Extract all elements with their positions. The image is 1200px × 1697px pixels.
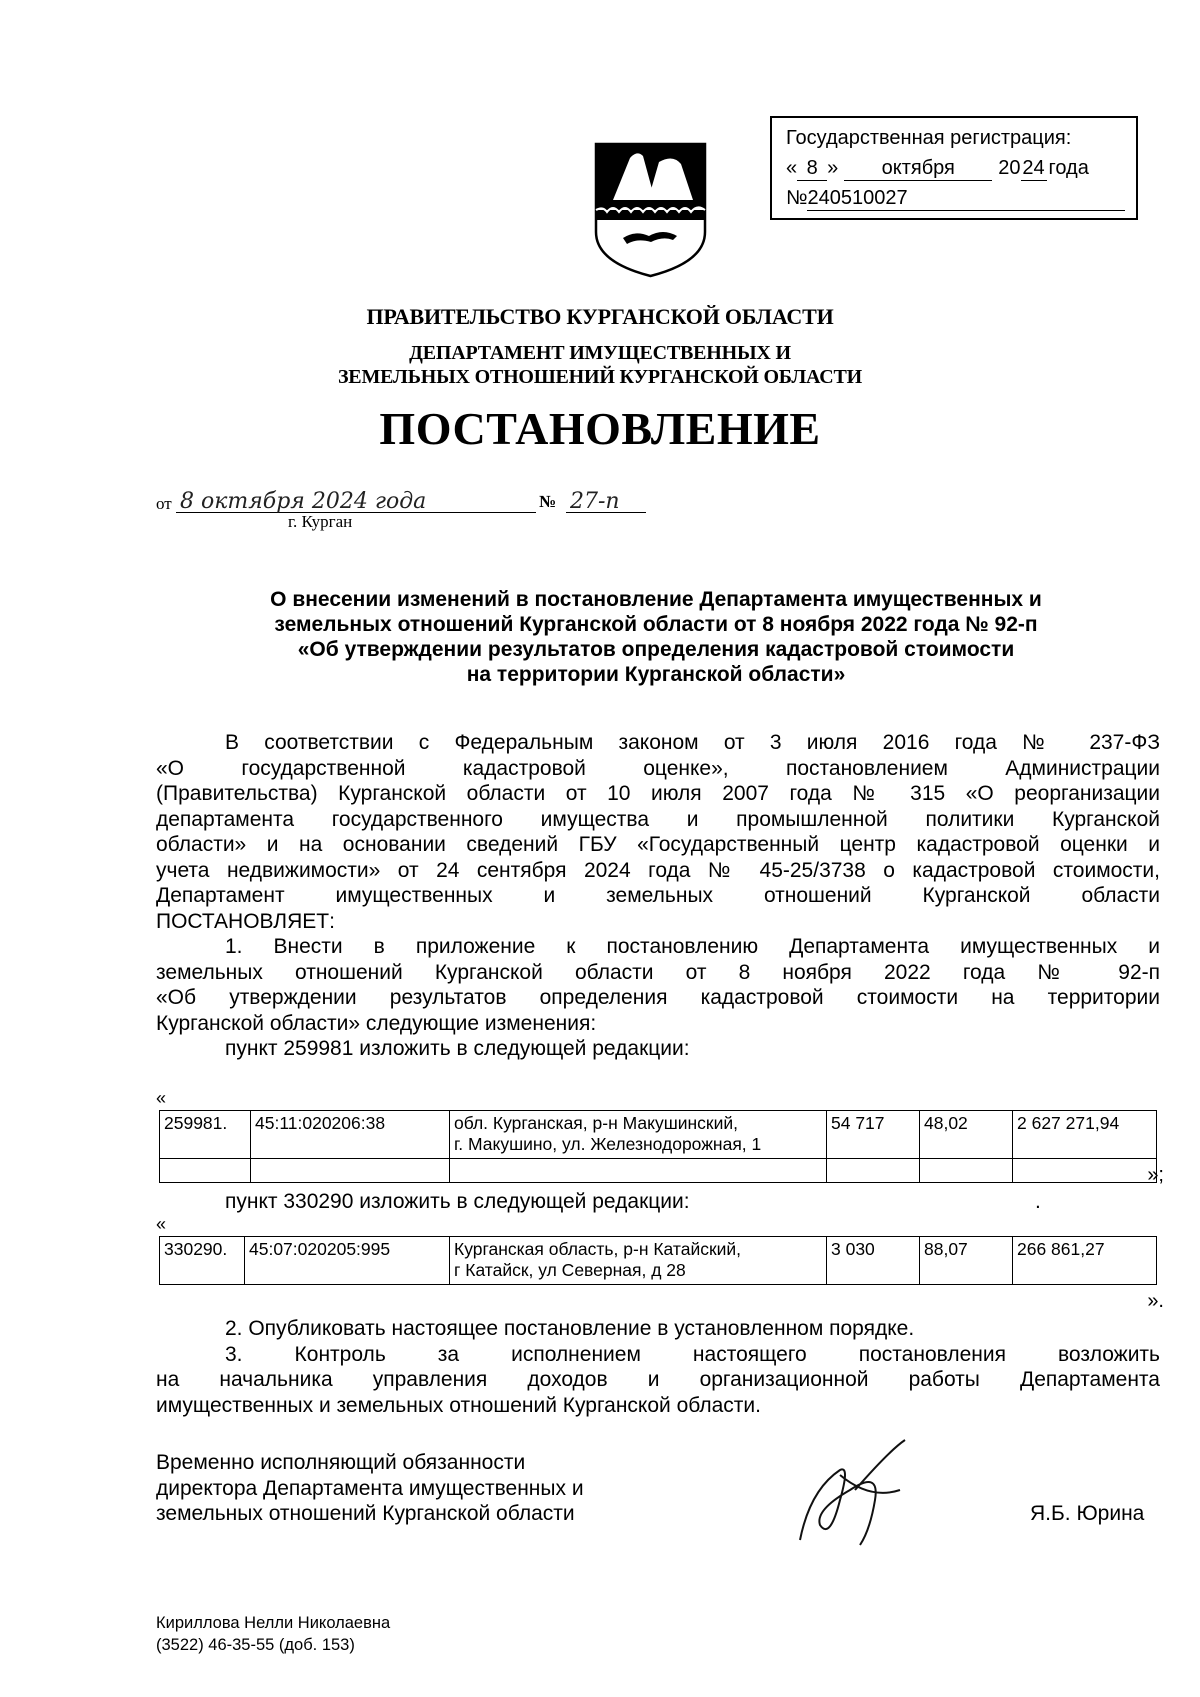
table-row: [160, 1111, 1157, 1159]
table-cell-point: 259981.: [160, 1111, 251, 1159]
registration-year-prefix: 20: [998, 157, 1021, 179]
item3-line: на начальника управления доходов и организационной работы Департамента: [156, 1368, 1160, 1391]
department-heading-line1: ДЕПАРТАМЕНТ ИМУЩЕСТВЕННЫХ И: [409, 342, 791, 364]
item1-line: «Об утверждении результатов определения кадастровой стоимости на территории: [156, 986, 1160, 1009]
position-line: земельных отношений Курганской области: [156, 1502, 575, 1525]
subject-line: земельных отношений Курганской области от 8 ноября 2022 года № 92-п: [274, 613, 1038, 636]
number-label: №: [539, 492, 557, 511]
table-cell-value: 266 861,27: [1013, 1237, 1157, 1285]
document-subject: [156, 587, 1156, 687]
document-body-end: [156, 1316, 1160, 1418]
signatory-name: Я.Б. Юрина: [1030, 1502, 1145, 1525]
registration-date: [786, 153, 1126, 183]
close-quote: »;: [1147, 1164, 1164, 1186]
svg-text:8 октября 2024 года: 8 октября 2024 года: [180, 489, 427, 514]
item2-line: 2. Опубликовать настоящее постановление в установленном порядке.: [225, 1317, 915, 1340]
registration-year-suffix: 24: [1022, 157, 1045, 179]
subject-line: «Об утверждении результатов определения кадастровой стоимости: [297, 638, 1015, 661]
point2-intro: пункт 330290 изложить в следующей редакции:: [225, 1190, 690, 1213]
subject-line: О внесении изменений в постановление Департамента имущественных и: [270, 588, 1042, 611]
address-line: г Катайск, ул Северная, д 28: [454, 1260, 686, 1280]
preamble-line: Департамент имущественных и земельных отношений Курганской области: [156, 884, 1160, 907]
table-cell-area: 54 717: [827, 1111, 920, 1159]
city-label: г. Курган: [288, 512, 353, 531]
table-cell-rate: 48,02: [920, 1111, 1013, 1159]
registration-number: 240510027: [807, 186, 1125, 211]
signatory-position: [156, 1450, 584, 1527]
table-cell-cadastral-number: 45:07:020205:995: [245, 1237, 450, 1285]
registration-day-prefix: «: [786, 157, 798, 179]
address-line: Курганская область, р-н Катайский,: [454, 1239, 742, 1259]
item1-line: 1. Внести в приложение к постановлению Департамента имущественных и: [225, 935, 1160, 958]
registration-month: октября: [844, 156, 992, 181]
registration-year-word: года: [1048, 157, 1089, 179]
government-heading: ПРАВИТЕЛЬСТВО КУРГАНСКОЙ ОБЛАСТИ: [366, 304, 834, 329]
address-line: г. Макушино, ул. Железнодорожная, 1: [454, 1134, 762, 1154]
table-cell-area: 3 030: [827, 1237, 920, 1285]
item1-line: земельных отношений Курганской области от 8 ноября 2022 года № 92-п: [156, 960, 1160, 984]
table-cell-address: [450, 1111, 827, 1159]
item3-line: имущественных и земельных отношений Курганской области.: [156, 1393, 761, 1417]
table-cell-rate: 88,07: [920, 1237, 1013, 1285]
preamble-line: области» и на основании сведений ГБУ «Государственный центр кадастровой оценки и: [156, 833, 1160, 856]
coat-of-arms-emblem: [593, 140, 708, 278]
item3-line: 3. Контроль за исполнением настоящего постановления возложить: [225, 1342, 1160, 1366]
cadastral-table-2: [159, 1236, 1157, 1285]
document-body: [156, 730, 1160, 1062]
date-from-label: от: [156, 494, 172, 513]
cadastral-table-1: [159, 1110, 1157, 1183]
registration-day: 8: [797, 156, 827, 181]
table-cell-value: 2 627 271,94: [1013, 1111, 1157, 1159]
position-line: директора Департамента имущественных и: [156, 1476, 584, 1500]
executor-name: Кириллова Нелли Николаевна: [156, 1614, 391, 1632]
point1-intro: пункт 259981 изложить в следующей редакции:: [225, 1037, 690, 1060]
handwritten-number: [570, 482, 650, 518]
department-heading-line2: ЗЕМЕЛЬНЫХ ОТНОШЕНИЙ КУРГАНСКОЙ ОБЛАСТИ: [337, 366, 863, 388]
preamble-line: В соответствии с Федеральным законом от 3 июля 2016 года № 237-ФЗ: [225, 731, 1160, 754]
table-cell-cadastral-number: 45:11:020206:38: [251, 1111, 450, 1159]
svg-text:27-п: 27-п: [570, 489, 620, 514]
registration-title: Государственная регистрация:: [786, 127, 1072, 149]
handwritten-signature: [780, 1430, 920, 1560]
executor-phone: (3522) 46-35-55 (доб. 153): [156, 1636, 355, 1654]
table-cell-point: 330290.: [160, 1237, 245, 1285]
registration-stamp: [770, 116, 1138, 220]
preamble-line: «О государственной кадастровой оценке», постановлением Администрации: [156, 756, 1160, 780]
registration-number-label: №: [786, 187, 808, 209]
subject-line: на территории Курганской области»: [466, 663, 846, 686]
position-line: Временно исполняющий обязанности: [156, 1451, 526, 1474]
table-row-empty: [160, 1159, 1157, 1183]
point2-trailing-dot: .: [1035, 1190, 1041, 1213]
preamble-line: (Правительства) Курганской области от 10 июля 2007 года № 315 «О реорганизации: [156, 782, 1160, 805]
address-line: обл. Курганская, р-н Макушинский,: [454, 1113, 738, 1133]
preamble-line: департамента государственного имущества и промышленной политики Курганской: [156, 807, 1160, 831]
preamble-line: ПОСТАНОВЛЯЕТ:: [156, 909, 335, 933]
preamble-line: учета недвижимости» от 24 сентября 2024 года № 45-25/3738 о кадастровой стоимости,: [156, 858, 1160, 882]
close-quote: ».: [1147, 1290, 1164, 1312]
table-cell-address: [450, 1237, 827, 1285]
executor-info: [156, 1612, 390, 1656]
open-quote: «: [156, 1214, 167, 1234]
open-quote: «: [156, 1088, 167, 1108]
document-type-title: ПОСТАНОВЛЕНИЕ: [379, 403, 821, 454]
table-row: [160, 1237, 1157, 1285]
registration-number-row: [786, 183, 1126, 213]
registration-day-suffix: »: [827, 157, 839, 179]
date-number-line: [156, 486, 676, 516]
item1-line: Курганской области» следующие изменения:: [156, 1011, 597, 1035]
